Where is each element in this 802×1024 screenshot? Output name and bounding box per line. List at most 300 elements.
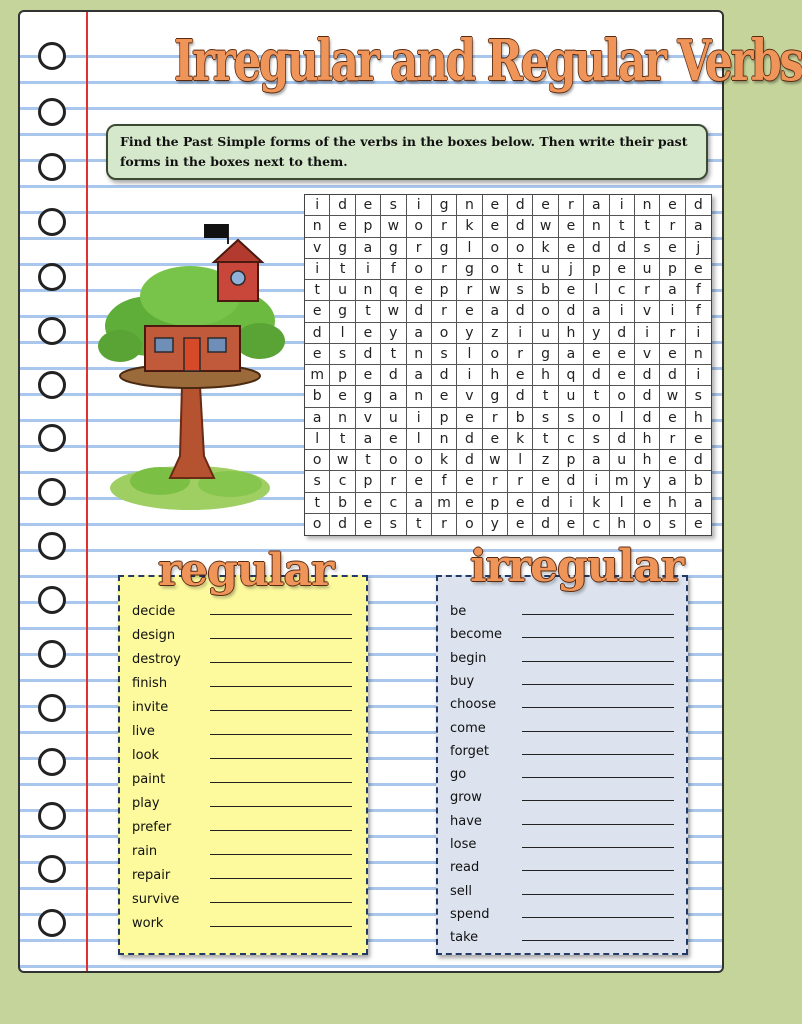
puzzle-cell[interactable]: w <box>533 216 558 237</box>
puzzle-cell[interactable]: e <box>457 471 482 492</box>
answer-blank[interactable] <box>210 853 352 855</box>
puzzle-cell[interactable]: d <box>635 365 660 386</box>
puzzle-cell[interactable]: e <box>356 365 381 386</box>
puzzle-cell[interactable]: u <box>559 386 584 407</box>
puzzle-cell[interactable]: r <box>660 323 685 344</box>
puzzle-cell[interactable]: t <box>330 259 355 280</box>
puzzle-cell[interactable]: d <box>635 386 660 407</box>
puzzle-cell[interactable]: t <box>305 280 330 301</box>
irregular-verb-row <box>450 737 676 759</box>
puzzle-cell[interactable]: i <box>508 323 533 344</box>
puzzle-cell[interactable]: h <box>660 493 685 514</box>
puzzle-cell[interactable]: e <box>660 344 685 365</box>
puzzle-cell[interactable]: d <box>508 301 533 322</box>
binder-ring <box>38 802 66 830</box>
answer-blank[interactable] <box>522 916 674 918</box>
puzzle-cell[interactable]: e <box>686 259 711 280</box>
puzzle-cell[interactable]: w <box>330 450 355 471</box>
puzzle-cell[interactable]: t <box>508 259 533 280</box>
puzzle-cell[interactable]: i <box>686 365 711 386</box>
puzzle-cell[interactable]: d <box>660 365 685 386</box>
puzzle-cell[interactable]: r <box>660 429 685 450</box>
puzzle-cell[interactable]: v <box>635 301 660 322</box>
puzzle-cell[interactable]: s <box>584 429 609 450</box>
puzzle-cell[interactable]: a <box>686 216 711 237</box>
puzzle-cell[interactable]: d <box>330 514 355 535</box>
puzzle-cell[interactable]: e <box>508 493 533 514</box>
puzzle-cell[interactable]: p <box>432 408 457 429</box>
puzzle-cell[interactable]: h <box>635 429 660 450</box>
answer-blank[interactable] <box>522 823 674 825</box>
puzzle-cell[interactable]: n <box>407 344 432 365</box>
puzzle-cell[interactable]: d <box>407 301 432 322</box>
puzzle-cell[interactable]: n <box>432 429 457 450</box>
puzzle-cell[interactable]: l <box>584 280 609 301</box>
puzzle-cell[interactable]: r <box>432 259 457 280</box>
regular-verb-label: decide <box>132 604 176 619</box>
answer-blank[interactable] <box>210 637 352 639</box>
puzzle-cell[interactable]: n <box>356 280 381 301</box>
puzzle-cell[interactable]: e <box>660 195 685 216</box>
puzzle-cell[interactable]: e <box>407 280 432 301</box>
puzzle-cell[interactable]: e <box>660 408 685 429</box>
puzzle-cell[interactable]: o <box>483 344 508 365</box>
binder-ring <box>38 748 66 776</box>
puzzle-cell[interactable]: o <box>635 514 660 535</box>
answer-blank[interactable] <box>522 706 674 708</box>
puzzle-cell[interactable]: d <box>381 365 406 386</box>
puzzle-cell[interactable]: m <box>432 493 457 514</box>
puzzle-cell[interactable]: r <box>508 471 533 492</box>
answer-blank[interactable] <box>210 901 352 903</box>
puzzle-cell[interactable]: n <box>305 216 330 237</box>
puzzle-cell[interactable]: s <box>508 280 533 301</box>
puzzle-cell[interactable]: r <box>660 216 685 237</box>
answer-blank[interactable] <box>522 776 674 778</box>
puzzle-cell[interactable]: n <box>330 408 355 429</box>
puzzle-cell[interactable]: k <box>508 429 533 450</box>
puzzle-cell[interactable]: y <box>381 323 406 344</box>
puzzle-cell[interactable]: o <box>432 323 457 344</box>
puzzle-cell[interactable]: z <box>483 323 508 344</box>
puzzle-cell[interactable]: c <box>330 471 355 492</box>
puzzle-cell[interactable]: a <box>584 301 609 322</box>
puzzle-cell[interactable]: d <box>533 514 558 535</box>
puzzle-cell[interactable]: e <box>559 514 584 535</box>
puzzle-cell[interactable]: e <box>686 429 711 450</box>
puzzle-cell[interactable]: o <box>407 259 432 280</box>
puzzle-cell[interactable]: e <box>610 259 635 280</box>
answer-blank[interactable] <box>522 939 674 941</box>
puzzle-cell[interactable]: b <box>330 493 355 514</box>
puzzle-cell[interactable]: t <box>330 429 355 450</box>
puzzle-cell[interactable]: e <box>533 471 558 492</box>
puzzle-cell[interactable]: l <box>610 408 635 429</box>
puzzle-cell[interactable]: a <box>407 365 432 386</box>
puzzle-cell[interactable]: t <box>407 514 432 535</box>
puzzle-cell[interactable]: p <box>483 493 508 514</box>
answer-blank[interactable] <box>522 730 674 732</box>
puzzle-cell[interactable]: f <box>686 301 711 322</box>
puzzle-cell[interactable]: k <box>584 493 609 514</box>
puzzle-cell[interactable]: d <box>584 365 609 386</box>
puzzle-cell[interactable]: f <box>686 280 711 301</box>
puzzle-cell[interactable]: o <box>483 238 508 259</box>
puzzle-cell[interactable]: p <box>584 259 609 280</box>
binder-ring <box>38 317 66 345</box>
puzzle-cell[interactable]: h <box>635 450 660 471</box>
puzzle-cell[interactable]: r <box>559 195 584 216</box>
puzzle-cell[interactable]: e <box>330 386 355 407</box>
puzzle-cell[interactable]: g <box>356 386 381 407</box>
puzzle-cell[interactable]: e <box>483 195 508 216</box>
puzzle-cell[interactable]: i <box>305 259 330 280</box>
puzzle-cell[interactable]: e <box>356 195 381 216</box>
puzzle-cell[interactable]: z <box>533 450 558 471</box>
puzzle-cell[interactable]: l <box>610 493 635 514</box>
puzzle-cell[interactable]: d <box>610 323 635 344</box>
puzzle-cell[interactable]: e <box>432 386 457 407</box>
puzzle-cell[interactable]: g <box>483 386 508 407</box>
puzzle-cell[interactable]: e <box>457 301 482 322</box>
puzzle-cell[interactable]: e <box>584 344 609 365</box>
puzzle-cell[interactable]: r <box>483 471 508 492</box>
puzzle-cell[interactable]: v <box>635 344 660 365</box>
puzzle-cell[interactable]: k <box>457 216 482 237</box>
puzzle-cell[interactable]: e <box>660 238 685 259</box>
puzzle-cell[interactable]: i <box>559 493 584 514</box>
puzzle-cell[interactable]: h <box>533 365 558 386</box>
puzzle-cell[interactable]: e <box>508 365 533 386</box>
puzzle-cell[interactable]: d <box>686 195 711 216</box>
puzzle-cell[interactable]: k <box>533 238 558 259</box>
puzzle-cell[interactable]: u <box>381 408 406 429</box>
puzzle-cell[interactable]: t <box>533 429 558 450</box>
puzzle-cell[interactable]: n <box>686 344 711 365</box>
puzzle-cell[interactable]: h <box>686 408 711 429</box>
regular-verb-label: rain <box>132 844 158 859</box>
answer-blank[interactable] <box>522 753 674 755</box>
puzzle-cell[interactable]: t <box>356 450 381 471</box>
puzzle-cell[interactable]: i <box>610 301 635 322</box>
puzzle-cell[interactable]: c <box>610 280 635 301</box>
answer-blank[interactable] <box>210 613 352 615</box>
puzzle-cell[interactable]: w <box>483 450 508 471</box>
puzzle-cell[interactable]: e <box>660 450 685 471</box>
puzzle-cell[interactable]: d <box>457 450 482 471</box>
puzzle-cell[interactable]: e <box>305 301 330 322</box>
puzzle-cell[interactable]: e <box>381 429 406 450</box>
puzzle-cell[interactable]: u <box>330 280 355 301</box>
puzzle-cell[interactable]: k <box>432 450 457 471</box>
puzzle-cell[interactable]: e <box>694 516 703 533</box>
regular-verb-row <box>132 741 356 763</box>
answer-blank[interactable] <box>522 799 674 801</box>
puzzle-cell[interactable]: u <box>610 450 635 471</box>
puzzle-cell[interactable]: r <box>432 216 457 237</box>
puzzle-cell[interactable]: u <box>533 259 558 280</box>
puzzle-cell[interactable]: g <box>330 301 355 322</box>
puzzle-cell[interactable]: u <box>533 323 558 344</box>
puzzle-cell[interactable]: h <box>610 514 635 535</box>
puzzle-cell[interactable]: s <box>305 471 330 492</box>
puzzle-cell[interactable]: s <box>533 408 558 429</box>
puzzle-cell[interactable]: w <box>381 301 406 322</box>
answer-blank[interactable] <box>210 877 352 879</box>
puzzle-cell[interactable]: t <box>381 344 406 365</box>
puzzle-cell[interactable]: e <box>356 323 381 344</box>
puzzle-cell[interactable]: m <box>610 471 635 492</box>
puzzle-cell[interactable]: s <box>559 408 584 429</box>
puzzle-cell[interactable]: t <box>305 493 330 514</box>
puzzle-cell[interactable]: w <box>660 386 685 407</box>
puzzle-cell[interactable]: a <box>483 301 508 322</box>
puzzle-cell[interactable]: r <box>432 514 457 535</box>
puzzle-cell[interactable]: d <box>559 471 584 492</box>
puzzle-cell[interactable]: r <box>381 471 406 492</box>
puzzle-cell[interactable]: d <box>610 429 635 450</box>
puzzle-cell[interactable]: d <box>686 450 711 471</box>
regular-verb-row <box>132 597 356 619</box>
puzzle-cell[interactable]: f <box>381 259 406 280</box>
puzzle-cell[interactable]: l <box>457 344 482 365</box>
puzzle-cell[interactable]: i <box>407 195 432 216</box>
puzzle-cell[interactable]: e <box>559 280 584 301</box>
puzzle-cell[interactable]: n <box>584 216 609 237</box>
puzzle-cell[interactable]: o <box>381 450 406 471</box>
puzzle-cell[interactable]: p <box>432 280 457 301</box>
irregular-verb-row <box>450 830 676 852</box>
puzzle-cell[interactable]: p <box>356 216 381 237</box>
puzzle-cell[interactable]: e <box>610 365 635 386</box>
puzzle-cell[interactable]: e <box>508 514 533 535</box>
word-search-grid <box>304 194 712 536</box>
puzzle-cell[interactable]: e <box>356 493 381 514</box>
puzzle-cell[interactable]: d <box>610 238 635 259</box>
puzzle-cell[interactable]: l <box>330 323 355 344</box>
puzzle-cell[interactable]: e <box>305 344 330 365</box>
puzzle-cell[interactable]: l <box>305 429 330 450</box>
puzzle-cell[interactable]: b <box>305 386 330 407</box>
puzzle-cell[interactable]: y <box>483 514 508 535</box>
puzzle-cell[interactable]: s <box>635 238 660 259</box>
puzzle-cell[interactable]: a <box>559 344 584 365</box>
puzzle-cell[interactable]: l <box>508 450 533 471</box>
answer-blank[interactable] <box>210 757 352 759</box>
puzzle-cell[interactable]: g <box>330 238 355 259</box>
puzzle-cell[interactable]: j <box>686 238 711 259</box>
puzzle-cell[interactable]: i <box>635 323 660 344</box>
puzzle-cell[interactable]: o <box>533 301 558 322</box>
answer-blank[interactable] <box>210 925 352 927</box>
puzzle-cell[interactable]: a <box>356 429 381 450</box>
puzzle-cell[interactable]: s <box>381 195 406 216</box>
puzzle-cell[interactable]: d <box>330 195 355 216</box>
puzzle-cell[interactable]: h <box>559 323 584 344</box>
puzzle-cell[interactable]: r <box>635 280 660 301</box>
puzzle-cell[interactable]: t <box>533 386 558 407</box>
puzzle-cell[interactable]: c <box>559 429 584 450</box>
puzzle-cell[interactable]: o <box>584 408 609 429</box>
puzzle-cell[interactable]: v <box>305 238 330 259</box>
puzzle-cell[interactable]: q <box>381 280 406 301</box>
puzzle-cell[interactable]: o <box>407 216 432 237</box>
puzzle-cell[interactable]: g <box>457 259 482 280</box>
puzzle-cell[interactable]: l <box>407 429 432 450</box>
puzzle-cell[interactable]: v <box>356 408 381 429</box>
puzzle-cell[interactable]: e <box>483 429 508 450</box>
puzzle-cell[interactable]: n <box>457 195 482 216</box>
puzzle-cell[interactable]: e <box>457 408 482 429</box>
puzzle-cell[interactable]: s <box>330 344 355 365</box>
puzzle-cell[interactable]: g <box>533 344 558 365</box>
puzzle-cell[interactable]: i <box>610 195 635 216</box>
answer-blank[interactable] <box>522 893 674 895</box>
puzzle-cell[interactable]: d <box>356 344 381 365</box>
puzzle-cell[interactable]: d <box>508 216 533 237</box>
puzzle-cell[interactable]: y <box>457 323 482 344</box>
puzzle-cell[interactable]: d <box>508 386 533 407</box>
puzzle-cell[interactable]: t <box>635 216 660 237</box>
puzzle-cell[interactable]: c <box>381 493 406 514</box>
puzzle-cell[interactable]: w <box>381 216 406 237</box>
puzzle-cell[interactable]: s <box>660 514 685 535</box>
puzzle-cell[interactable]: p <box>330 365 355 386</box>
puzzle-cell[interactable]: f <box>432 471 457 492</box>
puzzle-cell[interactable]: o <box>457 514 482 535</box>
puzzle-cell[interactable]: i <box>660 301 685 322</box>
puzzle-cell[interactable]: s <box>686 386 711 407</box>
puzzle-cell[interactable]: p <box>559 450 584 471</box>
puzzle-cell[interactable]: i <box>686 323 711 344</box>
puzzle-cell[interactable]: a <box>686 493 711 514</box>
puzzle-cell[interactable]: v <box>457 386 482 407</box>
puzzle-cell[interactable]: m <box>305 365 330 386</box>
puzzle-cell[interactable]: l <box>457 238 482 259</box>
puzzle-cell[interactable]: e <box>457 493 482 514</box>
puzzle-cell[interactable]: r <box>432 301 457 322</box>
puzzle-cell[interactable]: a <box>660 280 685 301</box>
puzzle-cell[interactable]: d <box>533 493 558 514</box>
puzzle-cell[interactable]: g <box>432 238 457 259</box>
puzzle-cell[interactable]: h <box>483 365 508 386</box>
puzzle-cell[interactable]: o <box>610 386 635 407</box>
puzzle-cell[interactable]: e <box>356 514 381 535</box>
answer-blank[interactable] <box>522 636 674 638</box>
irregular-verb-row <box>450 714 676 736</box>
answer-blank[interactable] <box>210 661 352 663</box>
puzzle-cell[interactable]: t <box>356 301 381 322</box>
puzzle-cell[interactable]: q <box>559 365 584 386</box>
puzzle-cell[interactable]: a <box>305 408 330 429</box>
irregular-verb-label: become <box>450 627 503 643</box>
puzzle-cell[interactable]: t <box>584 386 609 407</box>
puzzle-cell[interactable]: r <box>457 280 482 301</box>
puzzle-cell[interactable]: b <box>686 471 711 492</box>
puzzle-cell[interactable]: d <box>635 408 660 429</box>
puzzle-cell[interactable]: d <box>559 301 584 322</box>
puzzle-cell[interactable]: a <box>660 471 685 492</box>
puzzle-cell[interactable]: y <box>635 471 660 492</box>
puzzle-cell[interactable]: d <box>584 238 609 259</box>
answer-blank[interactable] <box>210 805 352 807</box>
puzzle-cell[interactable]: i <box>356 259 381 280</box>
puzzle-cell[interactable]: g <box>381 238 406 259</box>
puzzle-cell[interactable]: n <box>635 195 660 216</box>
puzzle-cell[interactable]: a <box>407 323 432 344</box>
answer-blank[interactable] <box>522 846 674 848</box>
puzzle-cell[interactable]: t <box>610 216 635 237</box>
puzzle-cell[interactable]: i <box>305 195 330 216</box>
puzzle-cell[interactable]: i <box>457 365 482 386</box>
answer-blank[interactable] <box>522 869 674 871</box>
puzzle-cell[interactable]: e <box>559 238 584 259</box>
puzzle-cell[interactable]: o <box>305 514 330 535</box>
puzzle-cell[interactable]: a <box>584 195 609 216</box>
answer-blank[interactable] <box>210 685 352 687</box>
puzzle-cell[interactable]: e <box>635 493 660 514</box>
answer-blank[interactable] <box>522 660 674 662</box>
puzzle-cell[interactable]: r <box>508 344 533 365</box>
puzzle-cell[interactable]: a <box>407 493 432 514</box>
binder-ring <box>38 98 66 126</box>
puzzle-cell[interactable]: a <box>381 386 406 407</box>
puzzle-cell[interactable]: e <box>407 471 432 492</box>
puzzle-cell[interactable]: d <box>457 429 482 450</box>
puzzle-cell[interactable]: o <box>483 259 508 280</box>
irregular-verb-label: go <box>450 767 467 783</box>
puzzle-cell[interactable]: g <box>432 195 457 216</box>
puzzle-cell[interactable]: e <box>483 216 508 237</box>
puzzle-cell[interactable]: p <box>356 471 381 492</box>
puzzle-cell[interactable]: r <box>483 408 508 429</box>
puzzle-cell[interactable]: a <box>356 238 381 259</box>
puzzle-cell[interactable]: w <box>483 280 508 301</box>
puzzle-cell[interactable]: n <box>407 386 432 407</box>
puzzle-cell[interactable]: b <box>508 408 533 429</box>
answer-blank[interactable] <box>210 781 352 783</box>
puzzle-cell[interactable]: o <box>508 238 533 259</box>
answer-blank[interactable] <box>210 733 352 735</box>
puzzle-cell[interactable]: c <box>584 514 609 535</box>
puzzle-cell[interactable]: i <box>407 408 432 429</box>
puzzle-cell[interactable]: a <box>584 450 609 471</box>
puzzle-cell[interactable]: o <box>407 450 432 471</box>
answer-blank[interactable] <box>522 613 674 615</box>
puzzle-cell[interactable]: e <box>533 195 558 216</box>
puzzle-cell[interactable]: p <box>660 259 685 280</box>
puzzle-cell[interactable]: d <box>432 365 457 386</box>
puzzle-cell[interactable]: y <box>584 323 609 344</box>
answer-blank[interactable] <box>210 709 352 711</box>
puzzle-cell[interactable]: s <box>432 344 457 365</box>
puzzle-cell[interactable]: e <box>559 216 584 237</box>
puzzle-cell[interactable]: u <box>635 259 660 280</box>
puzzle-cell[interactable]: d <box>305 323 330 344</box>
answer-blank[interactable] <box>210 829 352 831</box>
puzzle-cell[interactable]: e <box>610 344 635 365</box>
puzzle-cell[interactable]: s <box>381 514 406 535</box>
puzzle-cell[interactable]: e <box>330 216 355 237</box>
puzzle-cell[interactable]: i <box>584 471 609 492</box>
puzzle-cell[interactable]: r <box>407 238 432 259</box>
puzzle-cell[interactable]: d <box>508 195 533 216</box>
puzzle-cell[interactable]: j <box>559 259 584 280</box>
regular-verb-row <box>132 669 356 691</box>
puzzle-cell[interactable]: b <box>533 280 558 301</box>
puzzle-cell[interactable]: o <box>305 450 330 471</box>
answer-blank[interactable] <box>522 683 674 685</box>
